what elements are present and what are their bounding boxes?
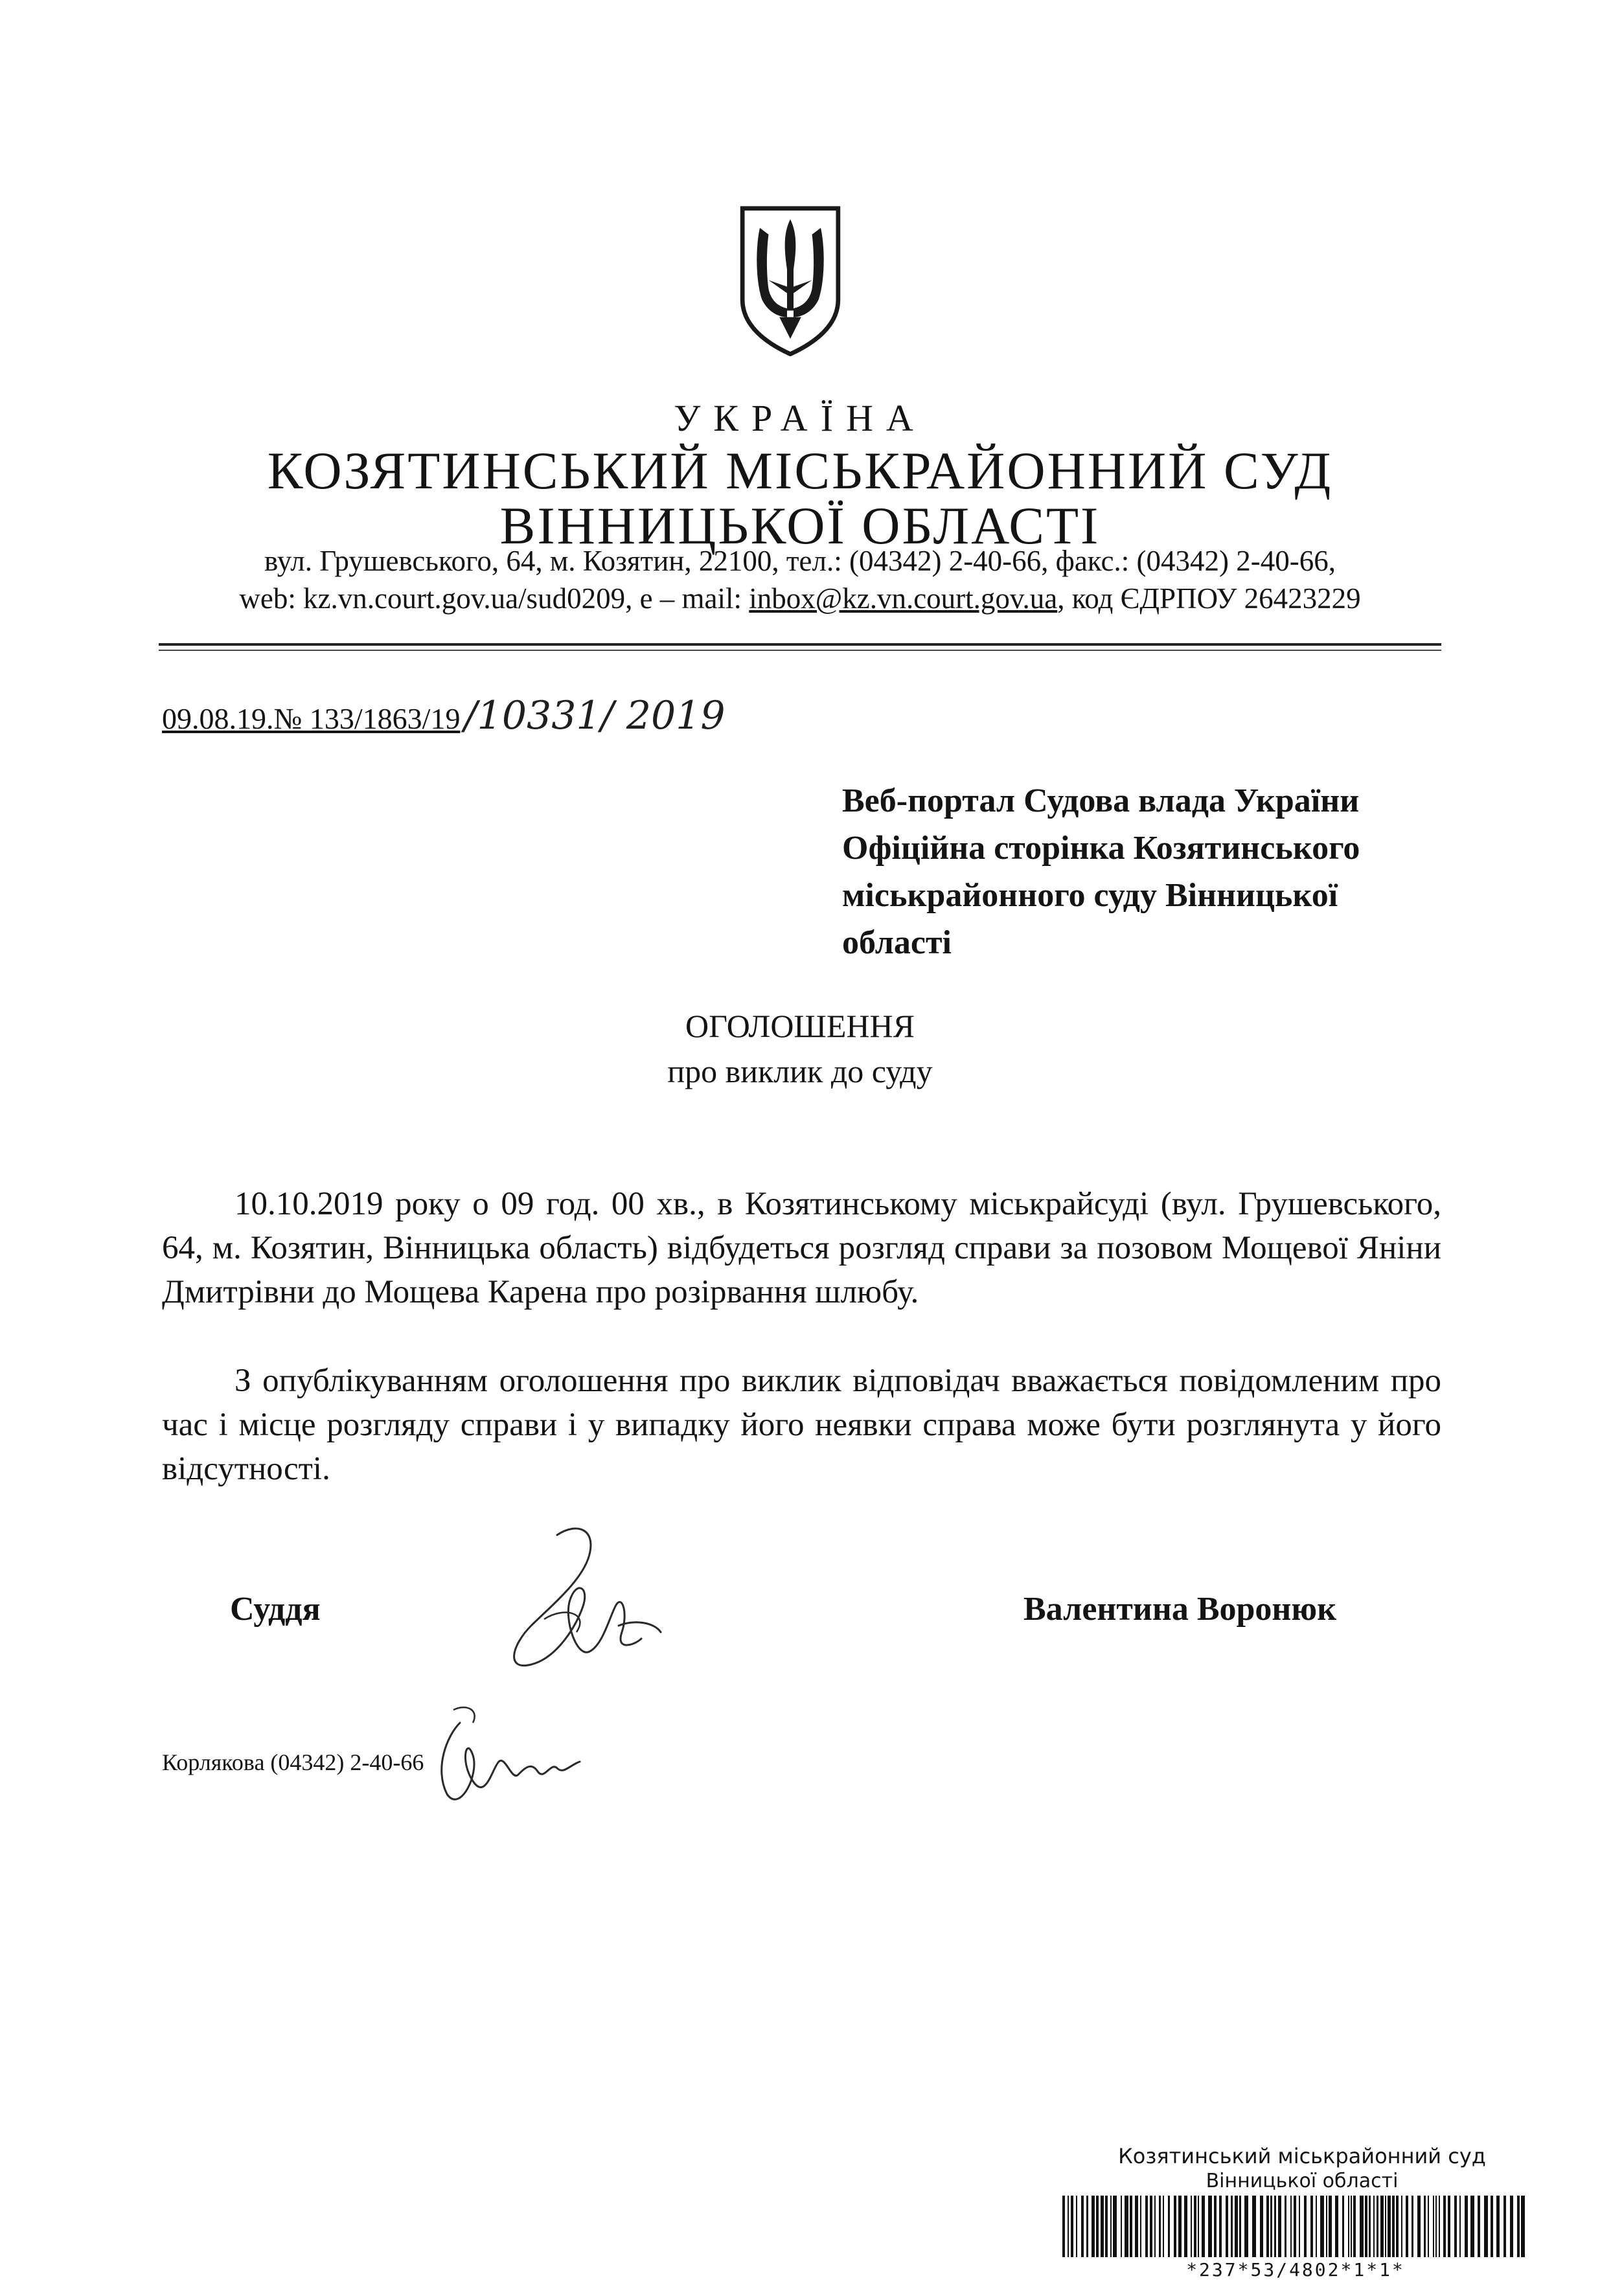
- barcode-bar: [1239, 2196, 1241, 2257]
- barcode-bar: [1076, 2196, 1077, 2257]
- barcode-bar: [1365, 2196, 1367, 2257]
- barcode-bar: [1478, 2196, 1480, 2257]
- barcode-bar: [1348, 2196, 1349, 2257]
- edrpou-code: , код ЄДРПОУ 26423229: [1057, 582, 1361, 615]
- barcode-bar: [1125, 2196, 1128, 2257]
- barcode-bar: [1392, 2196, 1395, 2257]
- barcode-bar: [1380, 2196, 1384, 2257]
- barcode-bar: [1208, 2196, 1212, 2257]
- barcode-bar: [1159, 2196, 1161, 2257]
- barcode-bar: [1145, 2196, 1148, 2257]
- barcode-bar: [1062, 2196, 1065, 2257]
- barcode-bar: [1105, 2196, 1108, 2257]
- signature-label: Суддя: [230, 1591, 321, 1628]
- barcode-bar: [1459, 2196, 1461, 2257]
- barcode-icon: [1062, 2196, 1529, 2257]
- barcode-bar: [1406, 2196, 1408, 2257]
- notice-title: ОГОЛОШЕННЯ: [685, 1008, 915, 1044]
- barcode-bar: [1503, 2196, 1506, 2257]
- barcode-bar: [1424, 2196, 1426, 2257]
- court-name-line1: КОЗЯТИНСЬКИЙ МІСЬКРАЙОННИЙ СУД: [267, 441, 1333, 500]
- court-contacts: [0, 582, 1600, 615]
- barcode-bar: [1226, 2196, 1228, 2257]
- header-divider-thin: [159, 650, 1441, 651]
- barcode-bar: [1202, 2196, 1205, 2257]
- barcode-bar: [1484, 2196, 1488, 2257]
- barcode-bar: [1163, 2196, 1164, 2257]
- barcode-bar: [1086, 2196, 1088, 2257]
- barcode-bar: [1290, 2196, 1292, 2257]
- barcode-bar: [1496, 2196, 1500, 2257]
- barcode-bar: [1435, 2196, 1437, 2257]
- barcode-bar: [1377, 2196, 1378, 2257]
- barcode-bar: [1150, 2196, 1152, 2257]
- barcode-bar: [1439, 2196, 1440, 2257]
- barcode-bar: [1401, 2196, 1402, 2257]
- barcode-bar: [1278, 2196, 1281, 2257]
- barcode-bar: [1351, 2196, 1352, 2257]
- barcode-bar: [1326, 2196, 1327, 2257]
- barcode-bar: [1411, 2196, 1413, 2257]
- barcode-bar: [1130, 2196, 1132, 2257]
- recipient-line: області: [842, 924, 952, 961]
- recipient-line: міськрайонного суду Вінницької: [842, 877, 1338, 914]
- barcode-bar: [1081, 2196, 1084, 2257]
- barcode-bar: [1121, 2196, 1122, 2257]
- header-divider: [159, 643, 1441, 646]
- barcode-bar: [1465, 2196, 1468, 2257]
- executor-signature-icon: [421, 1697, 589, 1820]
- barcode-bar: [1310, 2196, 1313, 2257]
- barcode-bar: [1448, 2196, 1450, 2257]
- court-name-line2: ВІННИЦЬКОЇ ОБЛАСТІ: [499, 496, 1101, 555]
- coat-of-arms-trident-icon: [735, 204, 845, 356]
- barcode-bar: [1316, 2196, 1317, 2257]
- barcode-bar: [1360, 2196, 1364, 2257]
- barcode-bar: [1433, 2196, 1434, 2257]
- barcode-bar: [1135, 2196, 1138, 2257]
- barcode-bar: [1110, 2196, 1112, 2257]
- barcode-bar: [1294, 2196, 1296, 2257]
- registration-stamp-court: Козятинський міськрайонний суд: [1118, 2144, 1486, 2168]
- barcode-bar: [1373, 2196, 1375, 2257]
- barcode-bar: [1304, 2196, 1307, 2257]
- barcode-bar: [1140, 2196, 1141, 2257]
- outgoing-number: [162, 693, 726, 738]
- barcode-bar: [1428, 2196, 1429, 2257]
- barcode-bar: [1491, 2196, 1493, 2257]
- barcode-bar: [1396, 2196, 1399, 2257]
- registration-stamp-region: Вінницької області: [1206, 2170, 1399, 2192]
- barcode-bar: [1178, 2196, 1182, 2257]
- barcode-bar: [1517, 2196, 1520, 2257]
- barcode-bar: [1443, 2196, 1446, 2257]
- barcode-bar: [1184, 2196, 1187, 2257]
- barcode-bar: [1260, 2196, 1263, 2257]
- outgoing-number-typed: 09.08.19.№ 133/1863/19: [162, 702, 461, 735]
- barcode-bar: [1168, 2196, 1170, 2257]
- barcode-bar: [1353, 2196, 1356, 2257]
- barcode-bar: [1299, 2196, 1300, 2257]
- barcode-bar: [1274, 2196, 1276, 2257]
- barcode-bar: [1385, 2196, 1386, 2257]
- barcode-bar: [1198, 2196, 1199, 2257]
- email-link[interactable]: inbox@kz.vn.court.gov.ua: [749, 582, 1058, 615]
- barcode-bar: [1071, 2196, 1073, 2257]
- web-address: web: kz.vn.court.gov.ua/sud0209, е – mail:: [239, 582, 742, 615]
- barcode-bar: [1470, 2196, 1474, 2257]
- barcode-bar: [1342, 2196, 1344, 2257]
- barcode-bar: [1174, 2196, 1176, 2257]
- court-address: вул. Грушевського, 64, м. Козятин, 22100, тел.: (04342) 2-40-66, факс.: (04342) 2-40-66,: [264, 545, 1336, 577]
- recipient-line: Офіційна сторінка Козятинського: [842, 830, 1360, 867]
- barcode-bar: [1252, 2196, 1256, 2257]
- barcode-bar: [1266, 2196, 1269, 2257]
- barcode-bar: [1510, 2196, 1513, 2257]
- recipient-line: Веб-портал Судова влада України: [842, 782, 1360, 819]
- barcode-bar: [1454, 2196, 1457, 2257]
- barcode-bar: [1285, 2196, 1286, 2257]
- barcode-bar: [1388, 2196, 1391, 2257]
- barcode-bar: [1231, 2196, 1233, 2257]
- barcode-bar: [1191, 2196, 1192, 2257]
- barcode-bar: [1214, 2196, 1217, 2257]
- barcode-bar: [1096, 2196, 1099, 2257]
- barcode-bar: [1417, 2196, 1421, 2257]
- barcode-bar: [1194, 2196, 1196, 2257]
- notice-paragraph-2: З опублікуванням оголошення про виклик відповідач вважається повідомленим про час і місце розгляду справи і у випадку його неявки справа може бути розглянута у його відсутності.: [162, 1363, 1441, 1487]
- barcode-bar: [1235, 2196, 1238, 2257]
- barcode-bar: [1101, 2196, 1104, 2257]
- country-name: УКРАЇНА: [674, 397, 926, 439]
- barcode-bar: [1068, 2196, 1069, 2257]
- barcode-bar: [1244, 2196, 1248, 2257]
- recipient-block: [842, 777, 1464, 966]
- executor-contact: Корлякова (04342) 2-40-66: [162, 1749, 424, 1775]
- barcode-number: *237*53/4802*1*1*: [1186, 2259, 1405, 2280]
- barcode-bar: [1329, 2196, 1332, 2257]
- notice-subtitle: про виклик до суду: [667, 1053, 933, 1089]
- barcode-bar: [1219, 2196, 1222, 2257]
- barcode-bar: [1335, 2196, 1338, 2257]
- judge-name: Валентина Воронюк: [1023, 1591, 1337, 1628]
- barcode-bar: [1113, 2196, 1117, 2257]
- barcode-bar: [1521, 2196, 1525, 2257]
- barcode-bar: [1320, 2196, 1324, 2257]
- judge-signature-icon: [479, 1509, 674, 1697]
- outgoing-number-handwritten: /10331/ 2019: [464, 693, 726, 738]
- barcode-bar: [1091, 2196, 1095, 2257]
- barcode-bar: [1154, 2196, 1156, 2257]
- barcode-bar: [1270, 2196, 1272, 2257]
- notice-paragraph-1: 10.10.2019 року о 09 год. 00 хв., в Козятинському міськрайсуді (вул. Грушевського, 64, м. Козятин, Вінницька область) відбудеться розгляд справи за позовом Мощевої Яніни Дмитрівни до Мощева Карена про розірвання шлюбу.: [162, 1186, 1441, 1310]
- barcode-bar: [1369, 2196, 1371, 2257]
